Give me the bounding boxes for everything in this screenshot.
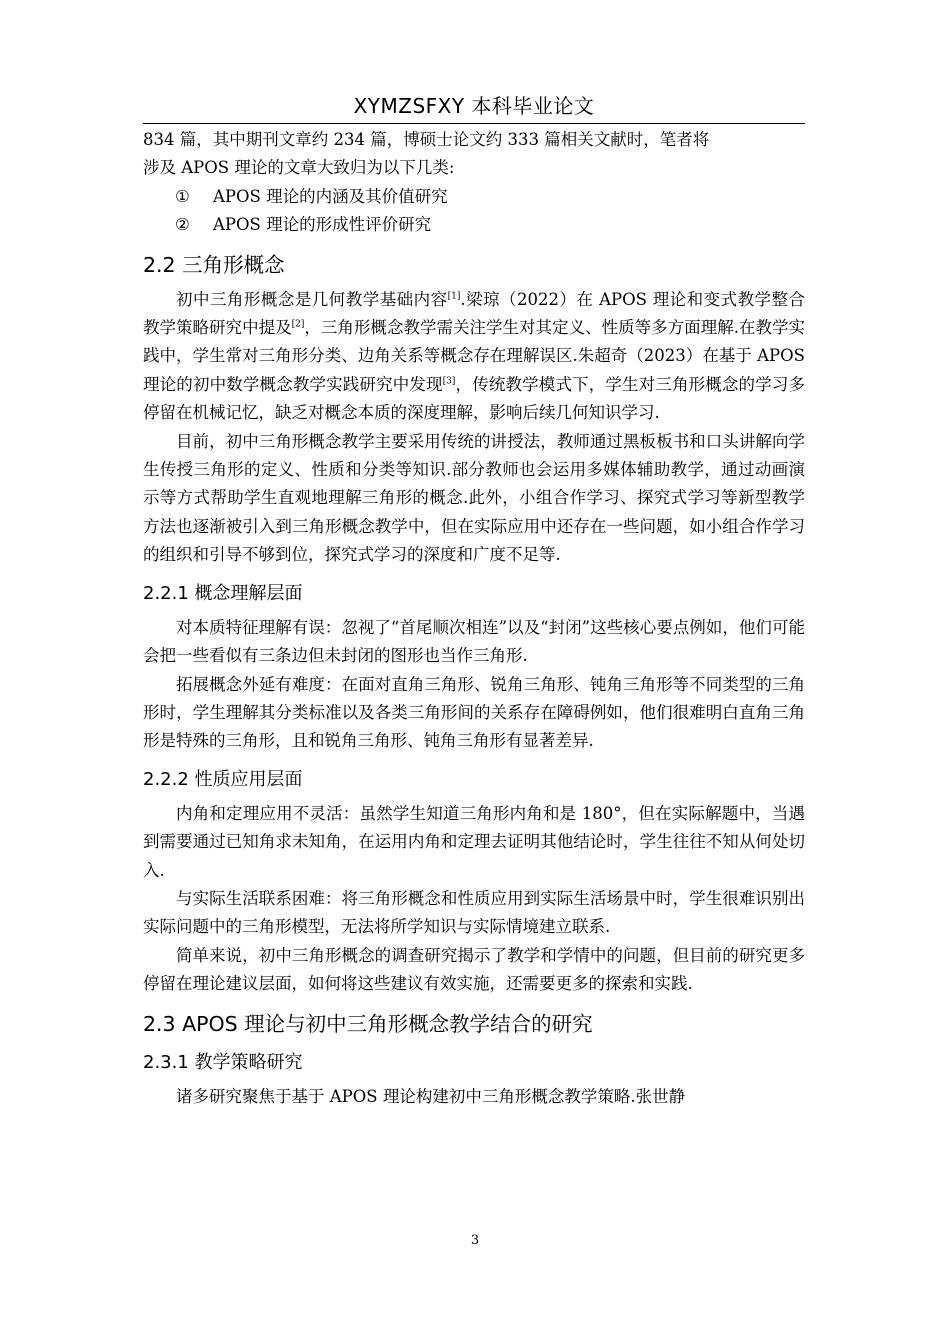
paragraph-text: ，传统教学模式下，学生对三角形概念的学习多停留在机械记忆，缺乏对概念本质的深度理解，影响后续几何知识学习. <box>143 374 806 423</box>
section-heading-2-2-1: 2.2.1 概念理解层面 <box>143 582 303 604</box>
paragraph: 诸多研究聚焦于基于 APOS 理论构建初中三角形概念教学策略.张世静 <box>176 1086 686 1106</box>
paragraph: 对本质特征理解有误：忽视了“首尾顺次相连”以及“封闭”这些核心要点例如，他们可能会把一些看似有三条边但未封闭的图形也当作三角形. <box>143 617 805 666</box>
list-item <box>143 183 805 211</box>
citation-ref: [2] <box>291 319 305 330</box>
paragraph: 与实际生活联系困难：将三角形概念和性质应用到实际生活场景中时，学生很难识别出实际问题中的三角形模型，无法将所学知识与实际情境建立联系. <box>143 888 805 937</box>
running-header: XYMZSFXY 本科毕业论文 <box>353 94 595 118</box>
intro-line-2: 涉及 APOS 理论的文章大致归为以下几类: <box>143 158 455 178</box>
paragraph: 目前，初中三角形概念教学主要采用传统的讲授法，教师通过黑板板书和口头讲解向学生传授三角形的定义、性质和分类等知识.部分教师也会运用多媒体辅助教学，通过动画演示等方式帮助学生直观地理解三角形的概念.此外，小组合作学习、探究式学习等新型教学方法也逐渐被引入到三角形概念教学中，但在实际应用中还存在一些问题，如小组合作学习的组织和引导不够到位，探究式学习的深度和广度不足等. <box>143 431 805 565</box>
paragraph: 拓展概念外延有难度：在面对直角三角形、锐角三角形、钝角三角形等不同类型的三角形时，学生理解其分类标准以及各类三角形间的关系存在障碍例如，他们很难明白直角三角形是特殊的三角形，且和锐角三角形、钝角三角形有显著差异. <box>143 674 805 751</box>
citation-ref: [1] <box>447 291 461 302</box>
citation-ref: [3] <box>442 376 456 387</box>
paragraph-text: 初中三角形概念是几何教学基础内容 <box>176 289 448 309</box>
list-item-text: APOS 理论的形成性评价研究 <box>213 215 432 235</box>
page-number: 3 <box>470 1233 480 1248</box>
section-heading-2-2: 2.2 三角形概念 <box>143 252 285 277</box>
paragraph-text: .梁琼（2022）在 APOS 理论和变式教学整合教学策略研究中提及 <box>143 289 806 338</box>
list-item <box>143 211 805 239</box>
page-body <box>143 126 805 1111</box>
list-item-number: ① <box>175 186 190 206</box>
paragraph <box>143 286 805 428</box>
list-item-text: APOS 理论的内涵及其价值研究 <box>213 186 448 206</box>
intro-line-1: 834 篇，其中期刊文章约 234 篇，博硕士论文约 333 篇相关文献时，笔者将 <box>143 130 710 149</box>
list-item-number: ② <box>175 215 190 235</box>
paragraph: 内角和定理应用不灵活：虽然学生知道三角形内角和是 180°，但在实际解题中，当遇到需要通过已知角求未知角，在运用内角和定理去证明其他结论时，学生往往不知从何处切入. <box>143 803 805 880</box>
header-rule <box>143 123 805 124</box>
section-heading-2-2-2: 2.2.2 性质应用层面 <box>143 768 303 790</box>
section-heading-2-3-1: 2.3.1 教学策略研究 <box>143 1051 303 1073</box>
paragraph: 简单来说，初中三角形概念的调查研究揭示了教学和学情中的问题，但目前的研究更多停留在理论建议层面，如何将这些建议有效实施，还需要更多的探索和实践. <box>143 945 805 994</box>
paragraph-text: ，三角形概念教学需关注学生对其定义、性质等多方面理解.在教学实践中，学生常对三角形分类、边角关系等概念存在理解误区.朱超奇（2023）在基于 APOS 理论的初中数学概念教学实践研究中发现 <box>143 318 806 394</box>
section-heading-2-3: 2.3 APOS 理论与初中三角形概念教学结合的研究 <box>143 1011 593 1036</box>
